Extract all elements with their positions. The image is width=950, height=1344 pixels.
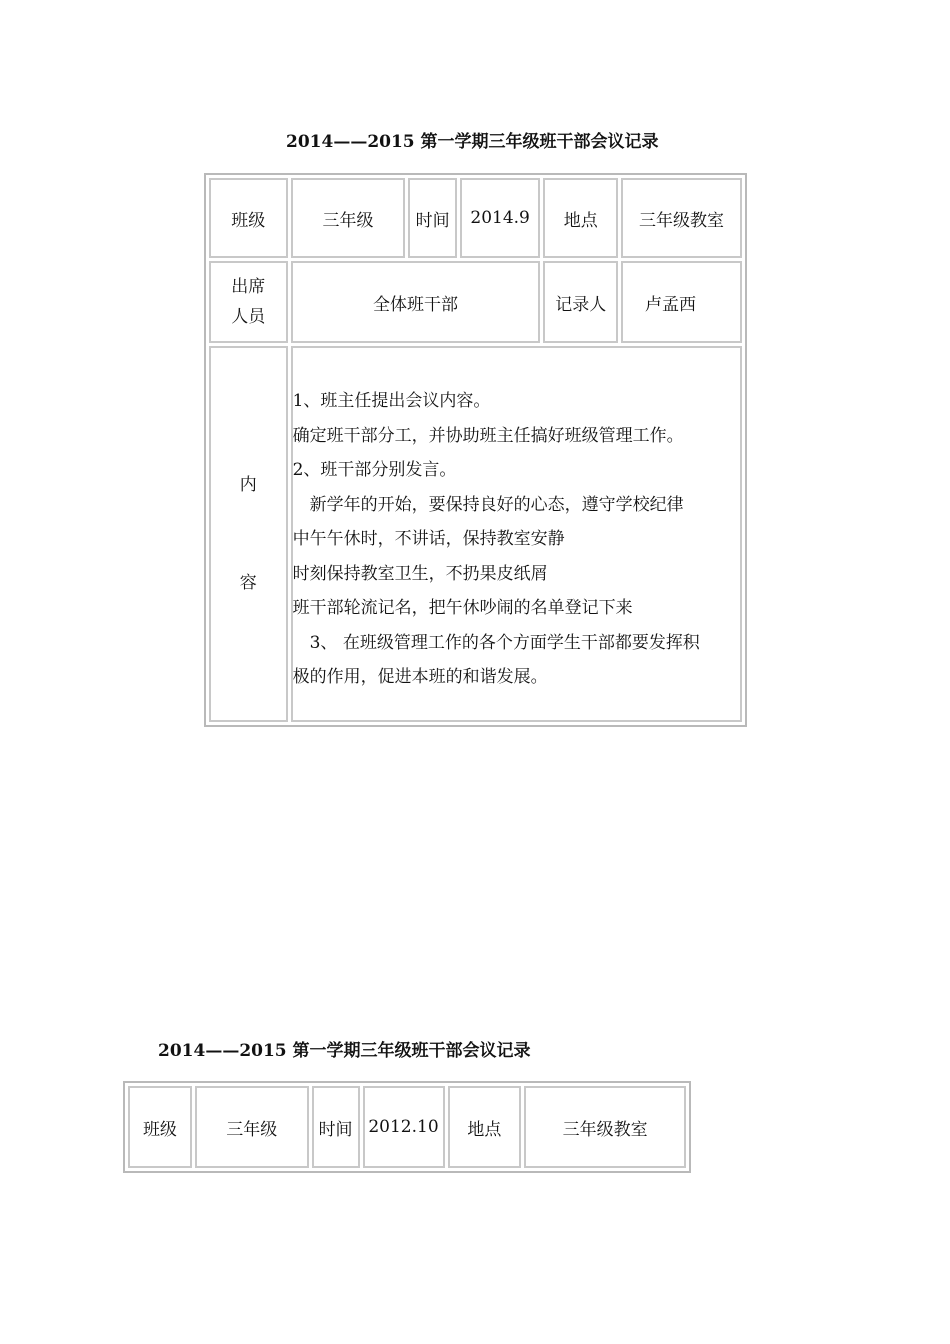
attendees-label-line1: 出席: [231, 277, 266, 297]
place-value: 三年级教室: [621, 178, 742, 258]
record1-table: [204, 173, 747, 727]
content-line: 2、班干部分别发言。: [292, 460, 457, 480]
recorder-label: 记录人: [543, 261, 618, 343]
place-label: 地点: [448, 1086, 522, 1168]
content-line: 极的作用，促进本班的和谐发展。: [292, 667, 548, 687]
content-line: 时刻保持教室卫生，不扔果皮纸屑: [292, 563, 548, 584]
time-value: 2012.10: [363, 1086, 445, 1168]
content-line: 中午午休时，不讲话，保持教室安静: [292, 529, 565, 549]
class-value: 三年级: [291, 178, 406, 258]
class-label: 班级: [209, 178, 288, 258]
content-line: 班干部轮流记名，把午休吵闹的名单登记下来: [292, 598, 633, 618]
content-line: 3、 在班级管理工作的各个方面学生干部都要发挥积: [292, 632, 700, 653]
class-label: 班级: [128, 1086, 192, 1168]
place-label: 地点: [543, 178, 618, 258]
time-label: 时间: [408, 178, 456, 258]
record2-table: [123, 1081, 691, 1173]
class-value: 三年级: [195, 1086, 309, 1168]
content-line: 确定班干部分工，并协助班主任搞好班级管理工作。: [292, 425, 684, 446]
time-value: 2014.9: [460, 178, 541, 258]
content-label-line2: 容: [239, 573, 257, 593]
recorder-value: 卢孟西: [621, 261, 742, 343]
content-line: 1、班主任提出会议内容。: [292, 391, 491, 411]
attendees-label: [209, 261, 288, 343]
attendees-value: 全体班干部: [291, 261, 541, 343]
content-line: 新学年的开始，要保持良好的心态，遵守学校纪律: [292, 494, 684, 515]
time-label: 时间: [312, 1086, 360, 1168]
content-label-line1: 内: [239, 475, 257, 495]
record2-title: 2014——2015 第一学期三年级班干部会议记录: [158, 1041, 531, 1061]
content-body: [291, 346, 742, 722]
record1-title: 2014——2015 第一学期三年级班干部会议记录: [286, 132, 659, 152]
content-label: [209, 346, 288, 722]
place-value: 三年级教室: [524, 1086, 686, 1168]
attendees-label-line2: 人员: [231, 307, 266, 327]
